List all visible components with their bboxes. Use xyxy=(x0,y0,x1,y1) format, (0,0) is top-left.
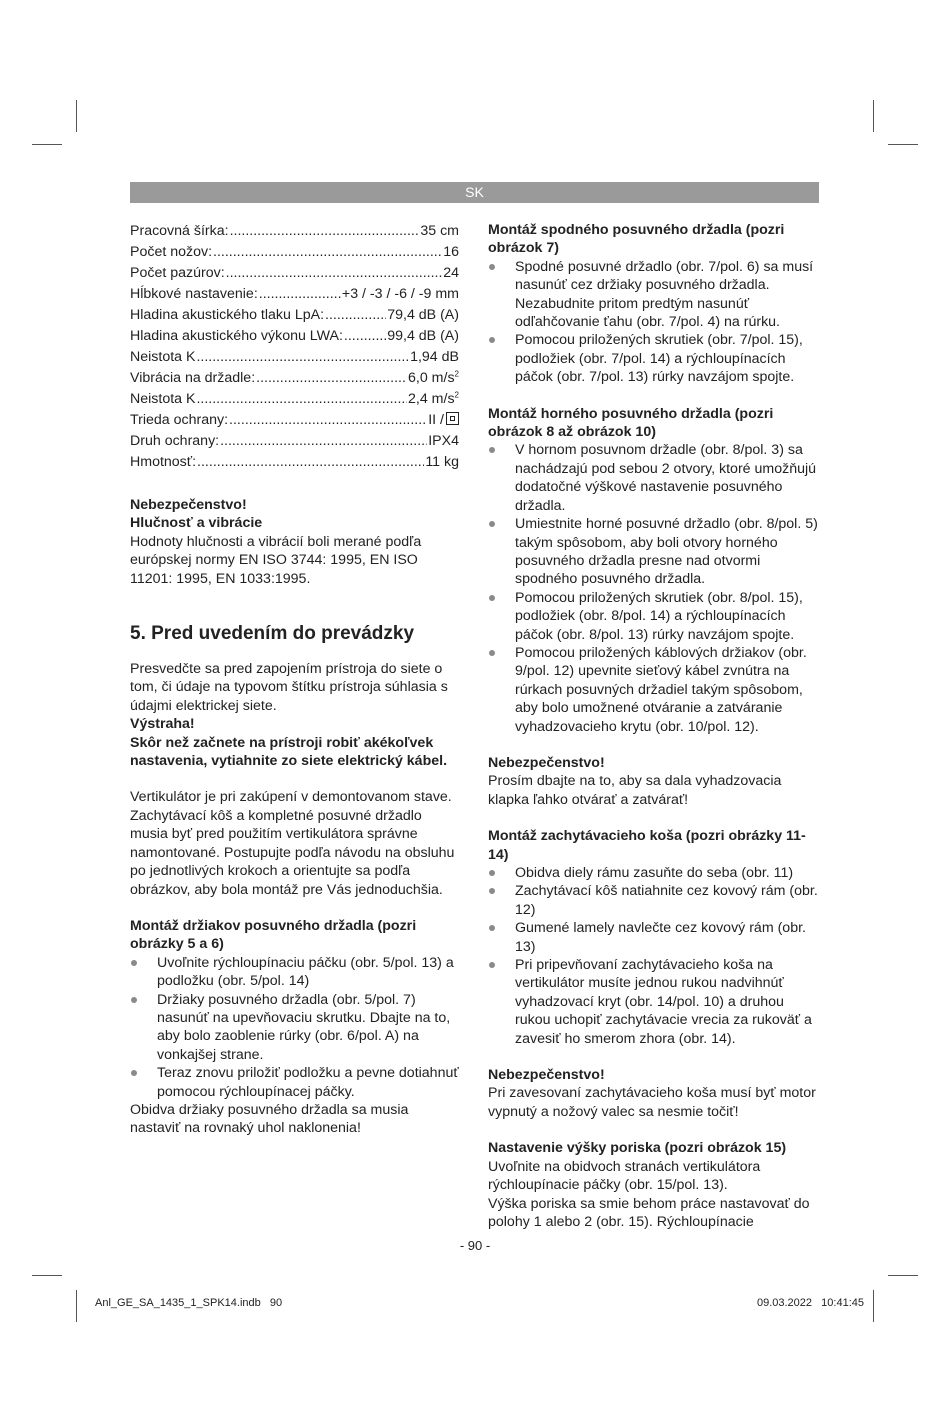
crop-mark xyxy=(76,1290,77,1322)
list-item: Umiestnite horné posuvné držadlo (obr. 8/pol. 5) takým spôsobom, aby boli otvory horného posuvného držadla presne nad otvormi spodného posuvného držadla. xyxy=(488,515,819,589)
language-header-bar xyxy=(130,182,819,203)
list-item: Obidva diely rámu zasuňte do seba (obr. 11) xyxy=(488,864,819,882)
footer-timestamp: 09.03.2022 10:41:45 xyxy=(756,1297,864,1309)
list-item: Pri pripevňovaní zachytávacieho koša na vertikulátor musíte jednou rukou nadvihnúť vyhadzovací kryt (obr. 14/pol. 10) a druhou rukou uchopiť zachytávacie vrecia za rukoväť a zavesiť ho smerom zhora (obr. 14). xyxy=(488,956,819,1048)
warning-title: Výstraha! xyxy=(130,716,195,733)
bullet-icon xyxy=(489,337,495,343)
page-number: - 90 - xyxy=(459,1238,491,1253)
bullet-icon xyxy=(489,925,495,931)
noise-warning-title: Nebezpečenstvo! xyxy=(130,497,247,513)
list-item: Zachytávací kôš natiahnite cez kovový rám (obr. 12) xyxy=(488,882,819,919)
bullet-icon xyxy=(489,264,495,270)
lower-handle-steps xyxy=(488,258,819,387)
section-heading: 5. Pred uvedením do prevádzky xyxy=(130,623,415,645)
lower-handle-heading: Montáž spodného posuvného držadla (pozri obrázok 7) xyxy=(488,222,785,257)
skid-height-heading: Nastavenie výšky poriska (pozri obrázok 15) xyxy=(488,1140,787,1157)
intro-text: Presvedčte sa pred zapojením prístroja do siete o tom, či údaje na typovom štítku prístroja súhlasia s údajmi elektrickej siete. xyxy=(130,661,448,714)
spec-row: Vibrácia na držadle: ..... 6,0 $m/s^2$ xyxy=(130,368,459,389)
basket-heading: Montáž zachytávacieho koša (pozri obrázky 11-14) xyxy=(488,828,806,863)
skid-height-text-2: Výška poriska sa smie behom práce nastavovať do polohy 1 alebo 2 (obr. 15). Rýchloupínacie xyxy=(488,1195,810,1230)
spec-row: Neistota K ..... 1,94 dB xyxy=(130,347,459,368)
spec-row: Hmotnosť: ..... 11 kg xyxy=(130,452,459,473)
bullet-icon xyxy=(489,650,495,656)
protection-class-ii-icon xyxy=(446,412,459,425)
footer-file-info: Anl_GE_SA_1435_1_SPK14.indb 90 xyxy=(95,1297,283,1309)
flap-danger-title: Nebezpečenstvo! xyxy=(488,754,605,771)
left-column xyxy=(130,221,459,1138)
list-item: Pomocou priložených skrutiek (obr. 8/pol. 15), podložiek (obr. 8/pol. 14) a rýchloupínacích páčok (obr. 8/pol. 13) rúrky navzájom spojte. xyxy=(488,589,819,644)
list-item: Držiaky posuvného držadla (obr. 5/pol. 7) nasunúť na upevňovaciu skrutku. Dbajte na to, aby bolo zaoblenie rúrky (obr. 6/pol. A) na vonkajšej strane. xyxy=(130,991,459,1065)
bullet-icon xyxy=(489,447,495,453)
upper-handle-steps xyxy=(488,441,819,736)
spec-row: Pracovná šírka: ..... 35 cm xyxy=(130,221,459,242)
bullet-icon xyxy=(131,960,137,966)
noise-warning-subtitle: Hlučnosť a vibrácie xyxy=(130,515,263,532)
crop-mark xyxy=(32,144,62,145)
right-column xyxy=(488,221,819,1231)
bullet-icon xyxy=(131,1070,137,1076)
list-item: Uvoľnite rýchloupínaciu páčku (obr. 5/pol. 13) a podložku (obr. 5/pol. 14) xyxy=(130,954,459,991)
spec-list xyxy=(130,221,459,473)
bullet-icon xyxy=(489,595,495,601)
bullet-icon xyxy=(131,997,137,1003)
list-item: Gumené lamely navlečte cez kovový rám (obr. 13) xyxy=(488,919,819,956)
holders-note: Obidva držiaky posuvného držadla sa musia nastaviť na rovnaký uhol naklonenia! xyxy=(130,1101,409,1137)
crop-mark xyxy=(888,1275,918,1276)
crop-mark xyxy=(873,100,874,132)
language-code: SK xyxy=(465,184,484,200)
crop-mark xyxy=(888,144,918,145)
holders-steps xyxy=(130,954,459,1101)
spec-row: Trieda ochrany: ..... II / xyxy=(130,410,459,431)
crop-mark xyxy=(873,1290,874,1322)
spec-row: Hĺbkové nastavenie: ..... +3 / -3 / -6 / -9 mm xyxy=(130,284,459,305)
motor-danger-text: Pri zavesovaní zachytávacieho koša musí byť motor vypnutý a nožový valec sa nesmie točiť! xyxy=(488,1085,816,1120)
bullet-icon xyxy=(489,962,495,968)
crop-mark xyxy=(76,100,77,132)
flap-danger-text: Prosím dbajte na to, aby sa dala vyhadzovacia klapka ľahko otvárať a zatvárať! xyxy=(488,773,782,808)
warning-text: Skôr než začnete na prístroji robiť akékoľvek nastavenia, vytiahnite zo siete elektrický kábel. xyxy=(130,734,448,770)
assembly-text: Vertikulátor je pri zakúpení v demontovanom stave. Zachytávací kôš a kompletné posuvné držadlo musia byť pred použitím vertikulátora správne namontované. Postupujte podľa návodu na obsluhu po jednotlivých krokoch a orientujte sa podľa obrázkov, aby bola montáž pre Vás jednoduchšia. xyxy=(130,789,455,898)
list-item: Teraz znovu priložiť podložku a pevne dotiahnuť pomocou rýchloupínacej páčky. xyxy=(130,1064,459,1101)
motor-danger-title: Nebezpečenstvo! xyxy=(488,1067,605,1084)
spec-row: Druh ochrany: ..... IPX4 xyxy=(130,431,459,452)
crop-mark xyxy=(32,1275,62,1276)
holders-heading: Montáž držiakov posuvného držadla (pozri obrázky 5 a 6) xyxy=(130,917,417,953)
spec-row: Hladina akustického tlaku LpA: ..... 79,4 dB (A) xyxy=(130,305,459,326)
spec-row: Počet nožov: ..... 16 xyxy=(130,242,459,263)
bullet-icon xyxy=(489,870,495,876)
list-item: Spodné posuvné držadlo (obr. 7/pol. 6) sa musí nasunúť cez držiaky posuvného držadla. Nezabudnite pritom predtým nasunúť odľahčovanie ťahu (obr. 7/pol. 4) na rúrku. xyxy=(488,258,819,332)
upper-handle-heading: Montáž horného posuvného držadla (pozri obrázok 8 až obrázok 10) xyxy=(488,405,774,441)
bullet-icon xyxy=(489,888,495,894)
list-item: V hornom posuvnom držadle (obr. 8/pol. 3) sa nachádzajú pod sebou 2 otvory, ktoré umožňujú dodatočné výškové nastavenie posuvného držadla. xyxy=(488,441,819,515)
spec-row: Neistota K ..... 2,4 $m/s^2$ xyxy=(130,389,459,410)
bullet-icon xyxy=(489,521,495,527)
noise-warning-text: Hodnoty hlučnosti a vibrácií boli merané podľa európskej normy EN ISO 3744: 1995, EN ISO 11201: 1995, EN 1033:1995. xyxy=(130,533,422,587)
list-item: Pomocou priložených skrutiek (obr. 7/pol. 15), podložiek (obr. 7/pol. 14) a rýchloupínacích páčok (obr. 7/pol. 13) rúrky navzájom spojte. xyxy=(488,331,819,386)
spec-row: Hladina akustického výkonu LWA: ..... 99,4 dB (A) xyxy=(130,326,459,347)
list-item: Pomocou priložených káblových držiakov (obr. 9/pol. 12) upevnite sieťový kábel zvnútra na rúrkach posuvných držadiel takým spôsobom, aby bolo umožnené otváranie a zatváranie vyhadzovacieho krytu (obr. 10/pol. 12). xyxy=(488,644,819,736)
skid-height-text-1: Uvoľnite na obidvoch stranách vertikulátora rýchloupínacie páčky (obr. 15/pol. 13). xyxy=(488,1158,761,1194)
spec-row: Počet pazúrov: ..... 24 xyxy=(130,263,459,284)
basket-steps xyxy=(488,864,819,1048)
